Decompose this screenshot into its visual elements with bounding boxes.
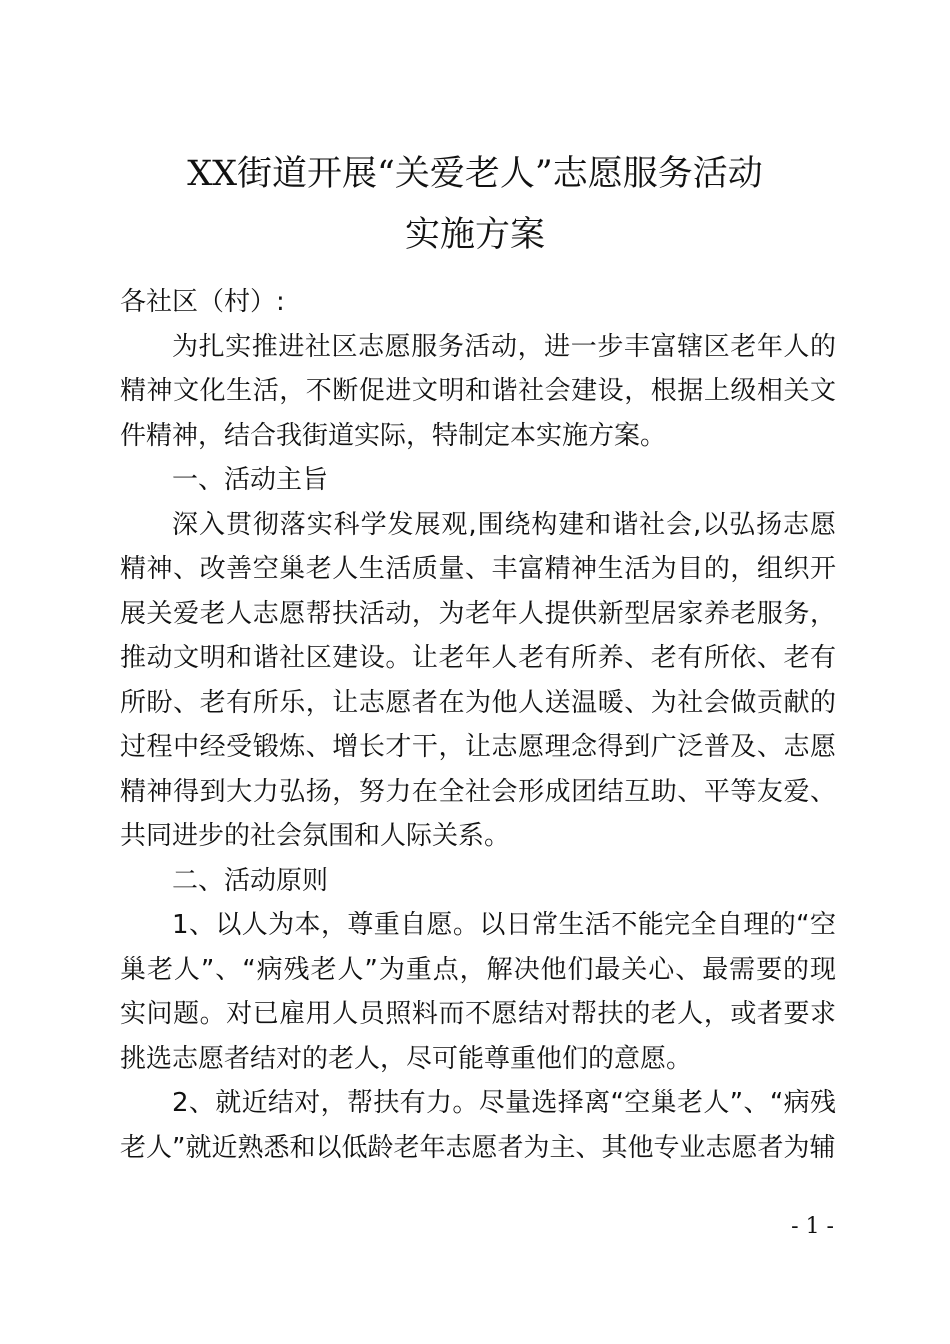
intro-paragraph: 为扎实推进社区志愿服务活动，进一步丰富辖区老年人的精神文化生活，不断促进文明和谐社会建设，根据上级相关文件精神，结合我街道实际，特制定本实施方案。 bbox=[120, 331, 836, 451]
section-heading-purpose: 一、活动主旨 bbox=[172, 465, 329, 495]
principle-paragraph-2: 2、就近结对，帮扶有力。尽量选择离“空巢老人”、“病残老人”就近熟悉和以低龄老年志愿者为主、其他专业志愿者为辅 bbox=[120, 1088, 836, 1163]
purpose-paragraph: 深入贯彻落实科学发展观,围绕构建和谐社会,以弘扬志愿精神、改善空巢老人生活质量、丰富精神生活为目的，组织开展关爱老人志愿帮扶活动，为老年人提供新型居家养老服务，推动文明和谐社区建设。让老年人老有所养、老有所依、老有所盼、老有所乐，让志愿者在为他人送温暖、为社会做贡献的过程中经受锻炼、增长才干，让志愿理念得到广泛普及、志愿精神得到大力弘扬，努力在全社会形成团结互助、平等友爱、共同进步的社会氛围和人际关系。 bbox=[120, 509, 836, 851]
document-body bbox=[120, 280, 836, 1170]
principle-paragraph-1: 1、以人为本，尊重自愿。以日常生活不能完全自理的“空巢老人”、“病残老人”为重点，解决他们最关心、最需要的现实问题。对已雇用人员照料而不愿结对帮扶的老人，或者要求挑选志愿者结对的老人，尽可能尊重他们的意愿。 bbox=[120, 910, 836, 1074]
document-title-line-2: 实施方案 bbox=[404, 215, 545, 255]
section-heading-principles: 二、活动原则 bbox=[172, 865, 329, 896]
document-title-line-1: XX街道开展“关爱老人”志愿服务活动 bbox=[187, 154, 763, 194]
salutation: 各社区（村）: bbox=[120, 287, 285, 317]
page-number: - 1 - bbox=[791, 1214, 834, 1239]
